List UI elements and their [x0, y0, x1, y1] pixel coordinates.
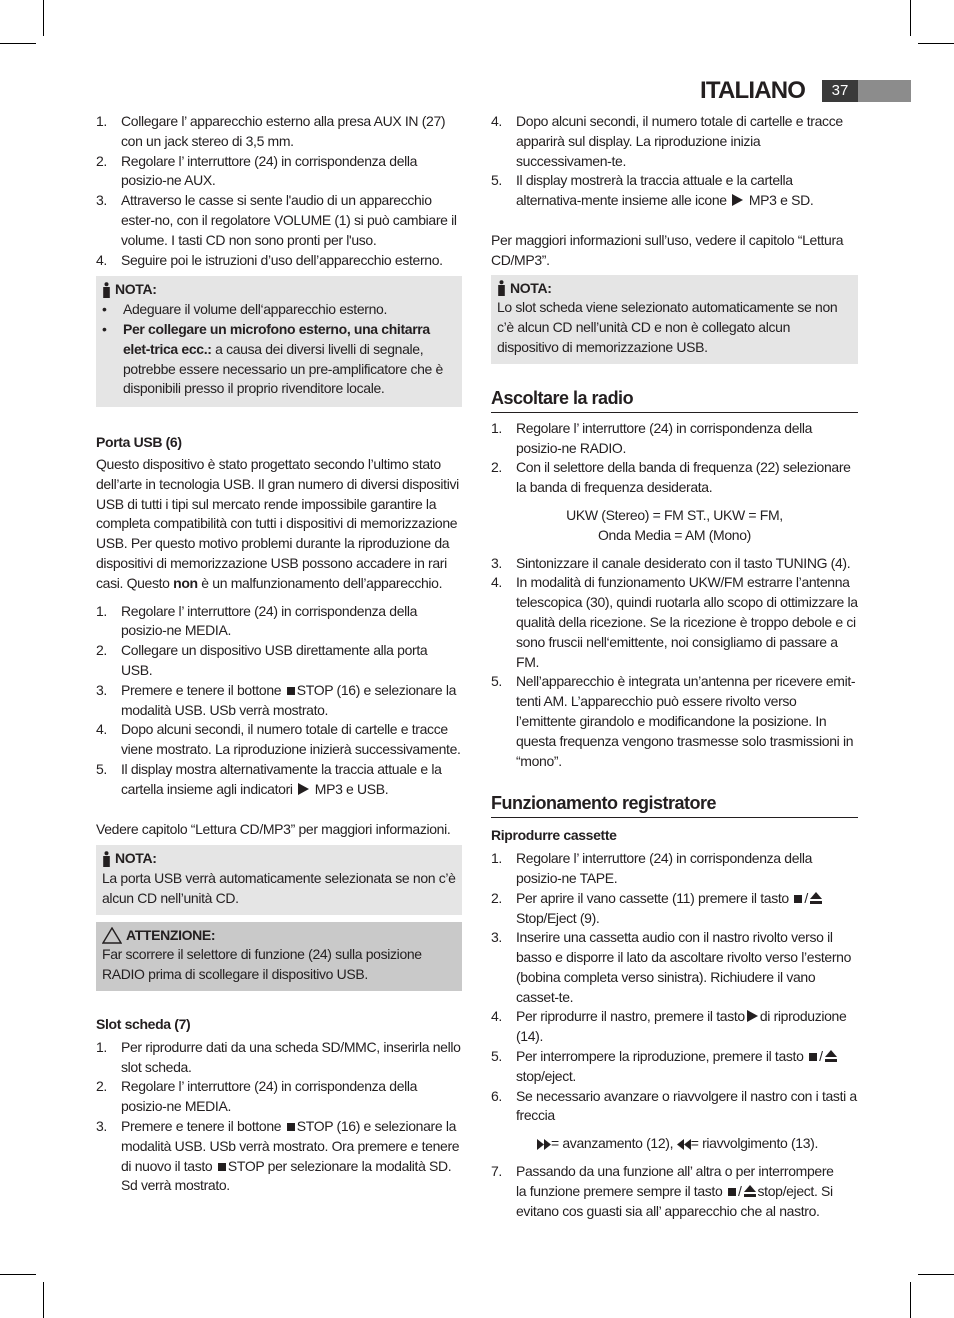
- right-column: [491, 112, 858, 1221]
- card-steps: [96, 1038, 462, 1196]
- cassette-step: 2. Per aprire il vano cassette (11) premere il tasto / Stop/Eject (9).: [491, 889, 858, 929]
- note-text: La porta USB verrà automaticamente selezionata se non c’è alcun CD nell’unità CD.: [102, 870, 456, 906]
- language-title: ITALIANO: [700, 77, 806, 104]
- cassette-step: 4. Per riprodurre il nastro, premere il tasto di riproduzione (14).: [491, 1008, 847, 1045]
- radio-step: 4. In modalità di funzionamento UKW/FM estrarre l’antenna telescopica (30), quindi ruotarla allo scopo di ottimizzare la qualità della ricezione. Se la ricezione è troppo debole e ci sono fruscii nell‘emittente, noi consigliamo di passare a FM.: [491, 574, 858, 670]
- radio-heading: Ascoltare la radio: [491, 386, 858, 413]
- aux-step: 1. Collegare l’ apparecchio esterno alla presa AUX IN (27) con un jack stereo di 3,5 mm.: [96, 113, 446, 149]
- aux-step: 4. Seguire poi le istruzioni d’uso dell’apparecchio esterno.: [96, 251, 443, 268]
- left-column: [96, 112, 462, 1196]
- aux-step: 2. Regolare l’ interruttore (24) in corrispondenza della posizio-ne AUX.: [96, 152, 418, 189]
- radio-step: 3. Sintonizzare il canale desiderato con il tasto TUNING (4).: [491, 554, 851, 571]
- stop-square-icon: [809, 1053, 817, 1061]
- card-heading: Slot scheda (7): [96, 1016, 191, 1033]
- band-line: UKW (Stereo) = FM ST., UKW = FM,: [566, 506, 783, 523]
- stop-square-icon: [794, 895, 802, 903]
- fast-forward-icon: [537, 1139, 551, 1150]
- band-line: Onda Media = AM (Mono): [598, 526, 751, 543]
- eject-icon: [825, 1050, 837, 1062]
- recorder-heading: Funzionamento registratore: [491, 791, 858, 818]
- usb-see-also: Vedere capitolo “Lettura CD/MP3” per maggiori informazioni.: [96, 820, 451, 837]
- usb-heading: Porta USB (6): [96, 434, 182, 451]
- crop-mark: [0, 1274, 36, 1275]
- usb-steps: [96, 602, 462, 800]
- page-number-bar: [858, 80, 911, 102]
- usb-intro: Questo dispositivo è stato progettato secondo l’ultimo stato dell’arte in tecnologia USB. Il gran numero di diversi dispositivi USB di tutti i tipi sul mercato rende impossibile garantire la completa compatibilità con tutti i dispositivi di memorizzazione USB. Per questo motivo problemi durante la riproduzione da dispositivi di memorizzazione USB possono accadere in rari casi. Questo non è un malfunzionamento dell’apparecchio.: [96, 455, 459, 591]
- note-heading: NOTA:: [102, 280, 456, 300]
- eject-icon: [744, 1185, 756, 1197]
- stop-square-icon: [287, 687, 295, 695]
- card-step: 3. Premere e tenere il bottone STOP (16) e selezionare la modalità USB. USb verrà mostrato. Ora premere e tenere di nuovo il tasto STOP per selezionare la modalità SD. Sd verrà mostrato.: [96, 1118, 460, 1194]
- play-triangle-icon: [298, 783, 309, 795]
- eject-icon: [810, 892, 822, 904]
- cassette-step: 6. Se necessario avanzare o riavvolgere il nastro con i tasti a freccia: [491, 1087, 857, 1124]
- attention-heading: ATTENZIONE:: [102, 926, 456, 946]
- cassette-subheading: Riprodurre cassette: [491, 827, 617, 844]
- info-icon: [497, 280, 506, 296]
- rewind-icon: [677, 1139, 691, 1150]
- play-triangle-icon: [732, 194, 743, 206]
- page-number: 37: [822, 80, 858, 102]
- info-icon: [102, 282, 111, 298]
- radio-steps: [491, 419, 858, 498]
- radio-step: 1. Regolare l’ interruttore (24) in corrispondenza della posizio-ne RADIO.: [491, 419, 813, 456]
- stop-square-icon: [218, 1163, 226, 1171]
- crop-mark: [918, 43, 954, 44]
- card-step: 1. Per riprodurre dati da una scheda SD/MMC, inserirla nello slot scheda.: [96, 1038, 461, 1075]
- crop-mark: [0, 43, 36, 44]
- info-icon: [102, 851, 111, 867]
- media-steps-continued: [491, 112, 858, 211]
- play-triangle-icon: [747, 1010, 758, 1022]
- more-info: Per maggiori informazioni sull’uso, vedere il capitolo “Lettura CD/MP3”.: [491, 231, 844, 268]
- card-step: 2. Regolare l’ interruttore (24) in corrispondenza della posizio-ne MEDIA.: [96, 1078, 418, 1115]
- crop-mark: [43, 0, 44, 36]
- aux-step: 3. Attraverso le casse si sente l'audio di un apparecchio ester-no, con il regolatore VOLUME (1) si può cambiare il volume. I tasti CD non sono pronti per l'uso.: [96, 192, 457, 248]
- media-step: 4. Dopo alcuni secondi, il numero totale di cartelle e tracce apparirà sul display. La riproduzione inizia successivamen-te.: [491, 113, 843, 169]
- radio-steps-2: [491, 554, 858, 772]
- usb-step: 4. Dopo alcuni secondi, il numero totale di cartelle e tracce viene mostrato. La riproduzione inizierà successivamente.: [96, 721, 461, 758]
- cassette-step: 5. Per interrompere la riproduzione, premere il tasto / stop/eject.: [491, 1047, 858, 1087]
- crop-mark: [43, 1282, 44, 1318]
- warning-triangle-icon: [102, 927, 122, 944]
- note-box: [96, 845, 462, 914]
- usb-step: 5. Il display mostra alternativamente la traccia attuale e la cartella insieme agli indicatori MP3 e USB.: [96, 760, 442, 797]
- usb-step: 2. Collegare un dispositivo USB direttamente alla porta USB.: [96, 642, 428, 678]
- cassette-steps: [491, 849, 858, 1126]
- note-box: [491, 275, 858, 364]
- stop-square-icon: [728, 1188, 736, 1196]
- stop-square-icon: [287, 1123, 295, 1131]
- usb-step: 1. Regolare l’ interruttore (24) in corrispondenza della posizio-ne MEDIA.: [96, 602, 418, 639]
- ff-rew-line: = avanzamento (12), = riavvolgimento (13).: [491, 1134, 858, 1154]
- crop-mark: [918, 1274, 954, 1275]
- cassette-step: 1. Regolare l’ interruttore (24) in corrispondenza della posizio-ne TAPE.: [491, 850, 813, 886]
- note-heading: NOTA:: [497, 279, 852, 299]
- cassette-steps-2: [491, 1162, 858, 1221]
- radio-step: 2. Con il selettore della banda di frequenza (22) selezionare la banda di frequenza desiderata.: [491, 459, 851, 496]
- crop-mark: [910, 1282, 911, 1318]
- attention-text: Far scorrere il selettore di funzione (24) sulla posizione RADIO prima di scollegare il dispositivo USB.: [102, 946, 422, 983]
- cassette-step: 7. Passando da una funzione all’ altra o per interrompere la funzione premere sempre il tasto / stop/eject. Si evitano cos guasti sia all’ apparecchio che al nastro.: [491, 1163, 834, 1219]
- aux-steps: [96, 112, 462, 270]
- note-item: • Per collegare un microfono esterno, una chitarra elet-trica ecc.: a causa dei diversi livelli di segnale, potrebbe essere necessario un pre-amplificatore che è disponibili presso il proprio rivenditore locale.: [102, 320, 456, 399]
- note-box: [96, 276, 462, 407]
- note-heading: NOTA:: [102, 849, 456, 869]
- note-text: Lo slot scheda viene selezionato automaticamente se non c’è alcun CD nell’unità CD e non è collegato alcun dispositivo di memorizzazione USB.: [497, 299, 838, 355]
- attention-box: [96, 922, 462, 991]
- cassette-step: 3. Inserire una cassetta audio con il nastro rivolto verso il basso e disporre il lato da ascoltare rivolto verso l’esterno (bobina completa verso sinistra). Richiudere il vano casset-te.: [491, 929, 852, 1005]
- media-step: 5. Il display mostrerà la traccia attuale e la cartella alternativa-mente insieme alle icone MP3 e SD.: [491, 172, 814, 209]
- usb-step: 3. Premere e tenere il bottone STOP (16) e selezionare la modalità USB. USb verrà mostrato.: [96, 681, 457, 718]
- crop-mark: [910, 0, 911, 36]
- note-item: • Adeguare il volume dell‘apparecchio esterno.: [102, 300, 456, 320]
- radio-step: 5. Nell’apparecchio è integrata un’antenna per ricevere emit-tenti AM. L’apparecchio può essere rivolto verso l’emittente girandolo e modificandone la posizione. In questa frequenza vengono trasmesse solo trasmissioni in “mono”.: [491, 673, 856, 769]
